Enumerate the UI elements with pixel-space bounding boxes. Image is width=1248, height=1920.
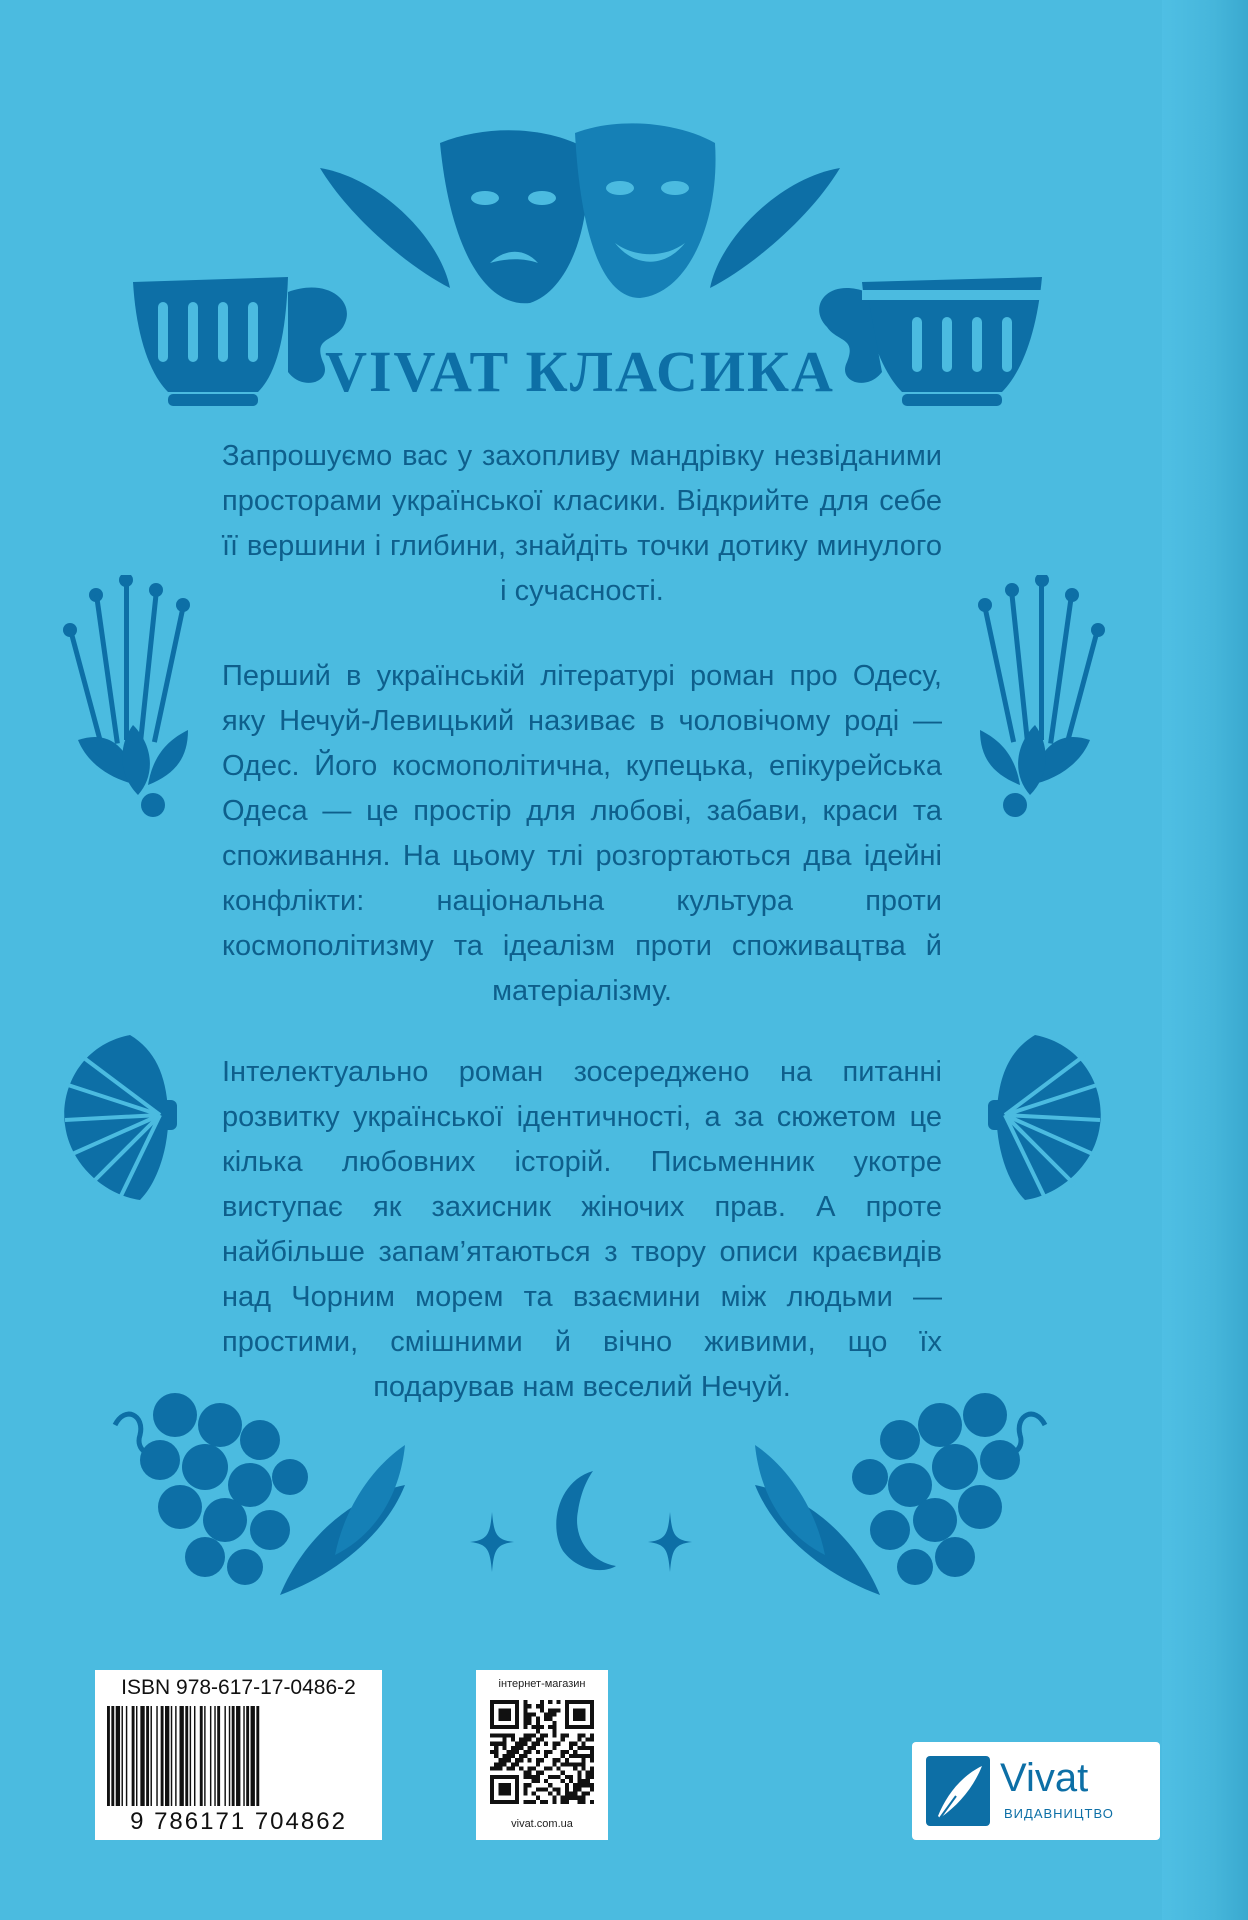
- theatre-masks-icon: [320, 118, 840, 318]
- qr-top-label: інтернет-магазин: [498, 1678, 586, 1690]
- qr-url-label: vivat.com.ua: [511, 1818, 573, 1830]
- publisher-name: Vivat: [1000, 1756, 1089, 1800]
- barcode-digits: 9 786171 704862: [130, 1808, 347, 1835]
- seashell-icon: [60, 1030, 185, 1205]
- qr-code-block[interactable]: [476, 1670, 608, 1840]
- quill-logo-icon: [926, 1756, 990, 1826]
- seashell-icon: [980, 1030, 1105, 1205]
- intro-paragraph: Запрошуємо вас у захопливу мандрівку незвіданими просторами української класики. Відкрийте для себе її вершини і глибини, знайдіть точки дотику минулого і сучасності.: [222, 440, 942, 607]
- lotus-flower-icon: [960, 575, 1110, 820]
- synopsis-paragraph: Перший в українській літературі роман про Одесу, яку Нечуй-Левицький називає в чоловічому роді — Одес. Його космополітична, купецька, епікурейська Одеса — це простір для любові, забави, краси та споживання. На цьому тлі розгортаються два ідейні конфлікти: національна культура проти космополітизму та ідеалізм проти споживацтва й матеріалізму.: [222, 660, 942, 1007]
- lotus-flower-icon: [58, 575, 208, 820]
- star-icon: [470, 1512, 514, 1572]
- qr-code-icon: [490, 1700, 594, 1804]
- star-icon: [648, 1512, 692, 1572]
- publisher-logo: [912, 1742, 1160, 1840]
- barcode: [95, 1670, 382, 1840]
- theme-paragraph: Інтелектуально роман зосереджено на питанні розвитку української ідентичності, а за сюжетом це кілька любовних історій. Письменник укотре виступає як захисник жіночих прав. А проте найбільше запам’ятаються з твору описи краєвидів над Чорним морем та взаємини між людьми — простими, смішними й вічно живими, що їх подарував нам веселий Нечуй.: [222, 1056, 942, 1403]
- series-title: VIVAT КЛАСИКА: [325, 339, 835, 404]
- isbn-text: ISBN 978-617-17-0486-2: [121, 1676, 356, 1699]
- barcode-bars: [107, 1706, 370, 1806]
- grapes-icon: [105, 1385, 405, 1595]
- crescent-moon-icon: [548, 1466, 618, 1576]
- grapes-icon: [755, 1385, 1055, 1595]
- publisher-subtitle: ВИДАВНИЦТВО: [1004, 1806, 1114, 1821]
- spine-edge: [1162, 0, 1248, 1920]
